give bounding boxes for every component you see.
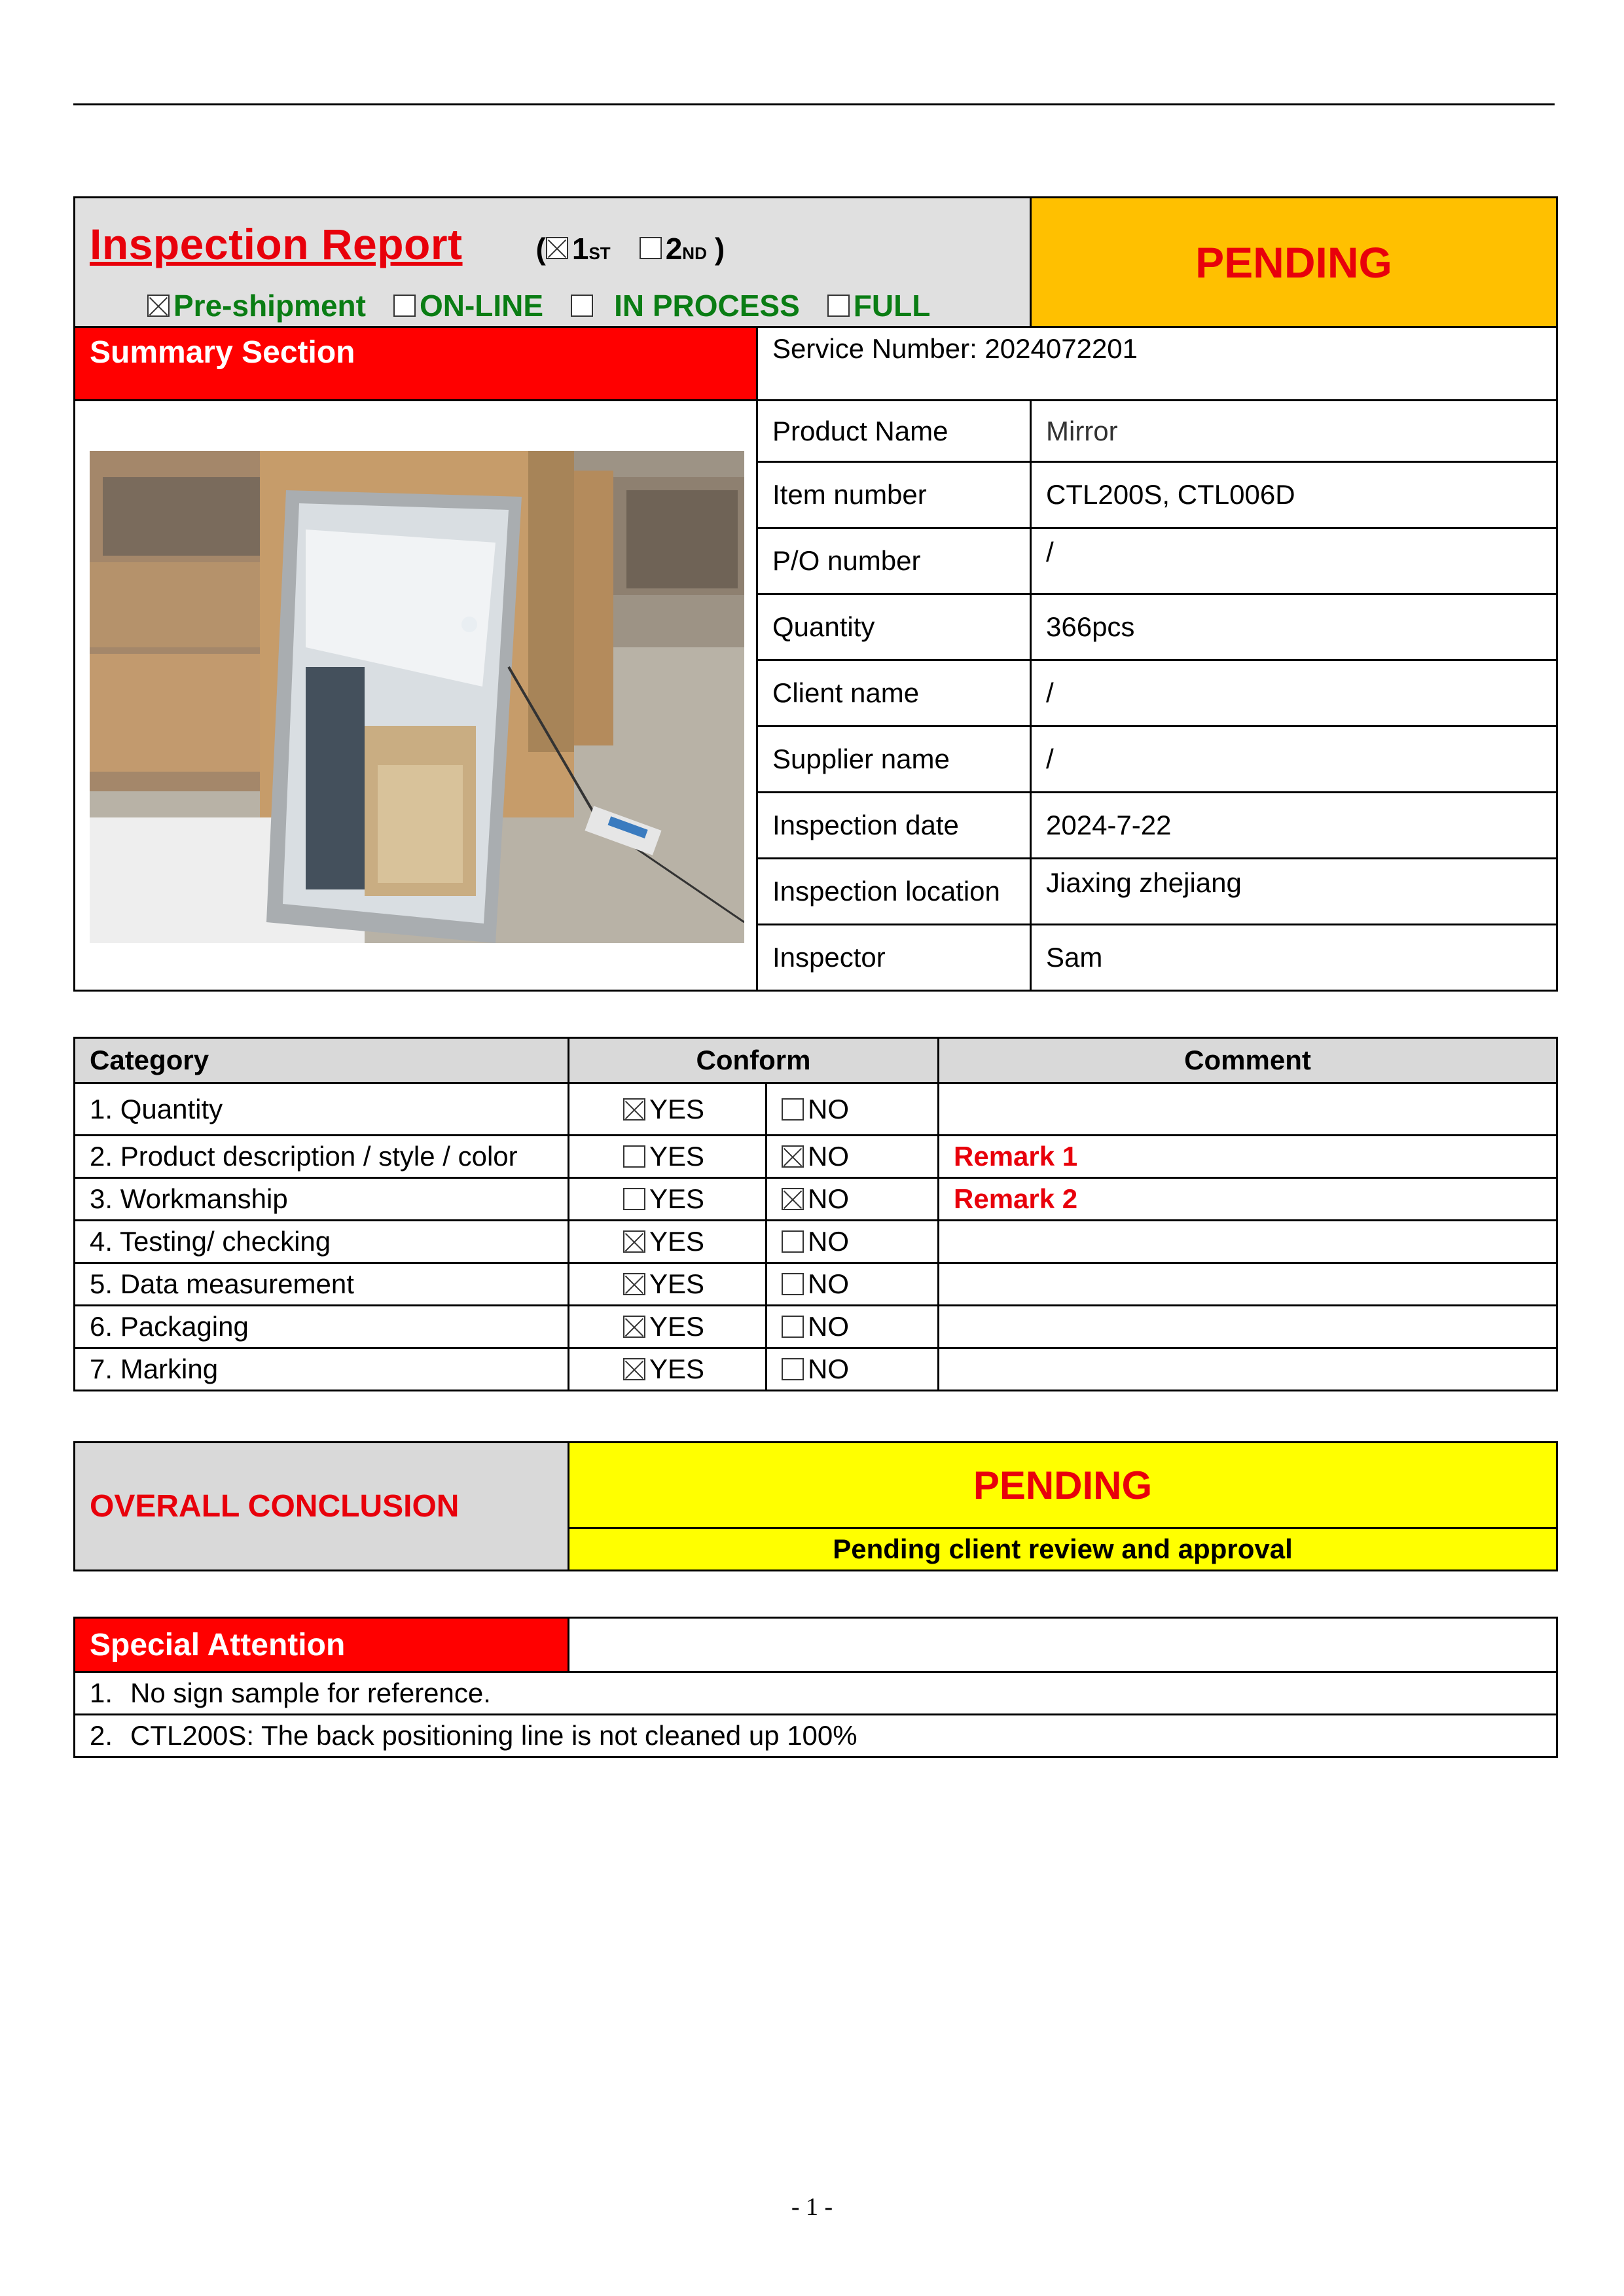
kv-key: P/O number	[757, 528, 1031, 594]
no-checkbox[interactable]	[782, 1230, 804, 1253]
conform-yes-cell: YES	[569, 1348, 767, 1391]
comment-cell	[939, 1083, 1557, 1136]
checkbox-icon[interactable]	[147, 295, 170, 317]
conclusion-table	[73, 1441, 1558, 1571]
inspection-type-option[interactable]	[393, 288, 543, 323]
special-attention-table	[73, 1617, 1558, 1758]
category-name: 4. Testing/ checking	[75, 1221, 569, 1263]
inspection-type-label: IN PROCESS	[614, 289, 800, 323]
category-row	[75, 1221, 1557, 1263]
kv-value: Jiaxing zhejiang	[1031, 859, 1557, 925]
report-header	[75, 198, 1031, 327]
special-attention-row	[75, 1715, 1557, 1757]
category-name: 1. Quantity	[75, 1083, 569, 1136]
conform-yes-cell: YES	[569, 1221, 767, 1263]
kv-key: Product Name	[757, 401, 1031, 462]
comment-cell: Remark 2	[939, 1178, 1557, 1221]
comment-header: Comment	[939, 1038, 1557, 1083]
kv-key: Inspector	[757, 925, 1031, 991]
kv-key: Inspection date	[757, 793, 1031, 859]
category-row	[75, 1348, 1557, 1391]
yes-checkbox[interactable]	[623, 1358, 645, 1380]
product-photo-cell	[75, 401, 757, 991]
conclusion-status: PENDING	[569, 1443, 1557, 1528]
inspection-type-label: Pre-shipment	[173, 289, 366, 323]
category-row	[75, 1136, 1557, 1178]
category-name: 6. Packaging	[75, 1306, 569, 1348]
conform-no-cell: NO	[767, 1221, 939, 1263]
special-attention-label: Special Attention	[75, 1618, 569, 1672]
comment-cell: Remark 1	[939, 1136, 1557, 1178]
inspection-type-option[interactable]	[827, 288, 931, 323]
category-name: 3. Workmanship	[75, 1178, 569, 1221]
category-table	[73, 1037, 1558, 1391]
kv-key: Inspection location	[757, 859, 1031, 925]
conclusion-note: Pending client review and approval	[569, 1528, 1557, 1571]
comment-cell	[939, 1221, 1557, 1263]
conform-yes-cell: YES	[569, 1136, 767, 1178]
no-checkbox[interactable]	[782, 1358, 804, 1380]
yes-checkbox[interactable]	[623, 1316, 645, 1338]
kv-value: 366pcs	[1031, 594, 1557, 660]
kv-key: Client name	[757, 660, 1031, 726]
round-2-checkbox[interactable]	[640, 237, 662, 259]
yes-checkbox[interactable]	[623, 1145, 645, 1168]
special-attention-row	[75, 1672, 1557, 1715]
category-header: Category	[75, 1038, 569, 1083]
kv-value: /	[1031, 726, 1557, 793]
product-photo	[90, 451, 744, 943]
round-1-checkbox[interactable]	[546, 237, 568, 259]
inspection-type-option[interactable]	[571, 288, 800, 323]
conform-header: Conform	[569, 1038, 939, 1083]
category-row	[75, 1178, 1557, 1221]
yes-checkbox[interactable]	[623, 1273, 645, 1295]
kv-value: Sam	[1031, 925, 1557, 991]
inspection-type-options	[147, 288, 958, 323]
kv-key: Supplier name	[757, 726, 1031, 793]
yes-checkbox[interactable]	[623, 1098, 645, 1121]
conform-yes-cell: YES	[569, 1263, 767, 1306]
conform-no-cell: NO	[767, 1306, 939, 1348]
report-title: Inspection Report	[90, 220, 463, 268]
category-row	[75, 1083, 1557, 1136]
summary-table	[73, 196, 1558, 992]
inspection-type-label: ON-LINE	[419, 289, 544, 323]
category-name: 2. Product description / style / color	[75, 1136, 569, 1178]
category-row	[75, 1306, 1557, 1348]
overall-conclusion-label: OVERALL CONCLUSION	[75, 1443, 569, 1571]
summary-section-label: Summary Section	[75, 327, 757, 401]
checkbox-icon[interactable]	[393, 295, 416, 317]
kv-key: Item number	[757, 462, 1031, 528]
yes-checkbox[interactable]	[623, 1230, 645, 1253]
category-row	[75, 1263, 1557, 1306]
comment-cell	[939, 1263, 1557, 1306]
checkbox-icon[interactable]	[571, 295, 593, 317]
inspection-type-label: FULL	[853, 289, 931, 323]
category-name: 5. Data measurement	[75, 1263, 569, 1306]
conform-no-cell: NO	[767, 1348, 939, 1391]
top-rule	[73, 103, 1555, 105]
kv-value: /	[1031, 528, 1557, 594]
mirror-photo-image	[90, 451, 744, 943]
round-selector: ( 1 ST 2 ND )	[535, 232, 725, 266]
inspection-type-option[interactable]	[147, 288, 366, 323]
special-attention-item: 2. CTL200S: The back positioning line is not cleaned up 100%	[75, 1715, 1557, 1757]
conform-no-cell: NO	[767, 1263, 939, 1306]
page-number: - 1 -	[791, 2193, 833, 2221]
comment-cell	[939, 1306, 1557, 1348]
conform-no-cell: NO	[767, 1083, 939, 1136]
kv-key: Quantity	[757, 594, 1031, 660]
kv-value: CTL200S, CTL006D	[1031, 462, 1557, 528]
service-number: Service Number: 2024072201	[757, 327, 1557, 401]
special-attention-item: 1. No sign sample for reference.	[75, 1672, 1557, 1715]
no-checkbox[interactable]	[782, 1098, 804, 1121]
conform-no-cell: NO	[767, 1136, 939, 1178]
category-name: 7. Marking	[75, 1348, 569, 1391]
status-badge: PENDING	[1031, 198, 1557, 327]
yes-checkbox[interactable]	[623, 1188, 645, 1210]
conform-no-cell: NO	[767, 1178, 939, 1221]
kv-value: /	[1031, 660, 1557, 726]
checkbox-icon[interactable]	[827, 295, 850, 317]
special-attention-blank	[569, 1618, 1557, 1672]
conform-yes-cell: YES	[569, 1178, 767, 1221]
conform-yes-cell: YES	[569, 1306, 767, 1348]
no-checkbox[interactable]	[782, 1316, 804, 1338]
no-checkbox[interactable]	[782, 1145, 804, 1168]
comment-cell	[939, 1348, 1557, 1391]
no-checkbox[interactable]	[782, 1188, 804, 1210]
kv-value: Mirror	[1031, 401, 1557, 462]
no-checkbox[interactable]	[782, 1273, 804, 1295]
conform-yes-cell: YES	[569, 1083, 767, 1136]
kv-value: 2024-7-22	[1031, 793, 1557, 859]
